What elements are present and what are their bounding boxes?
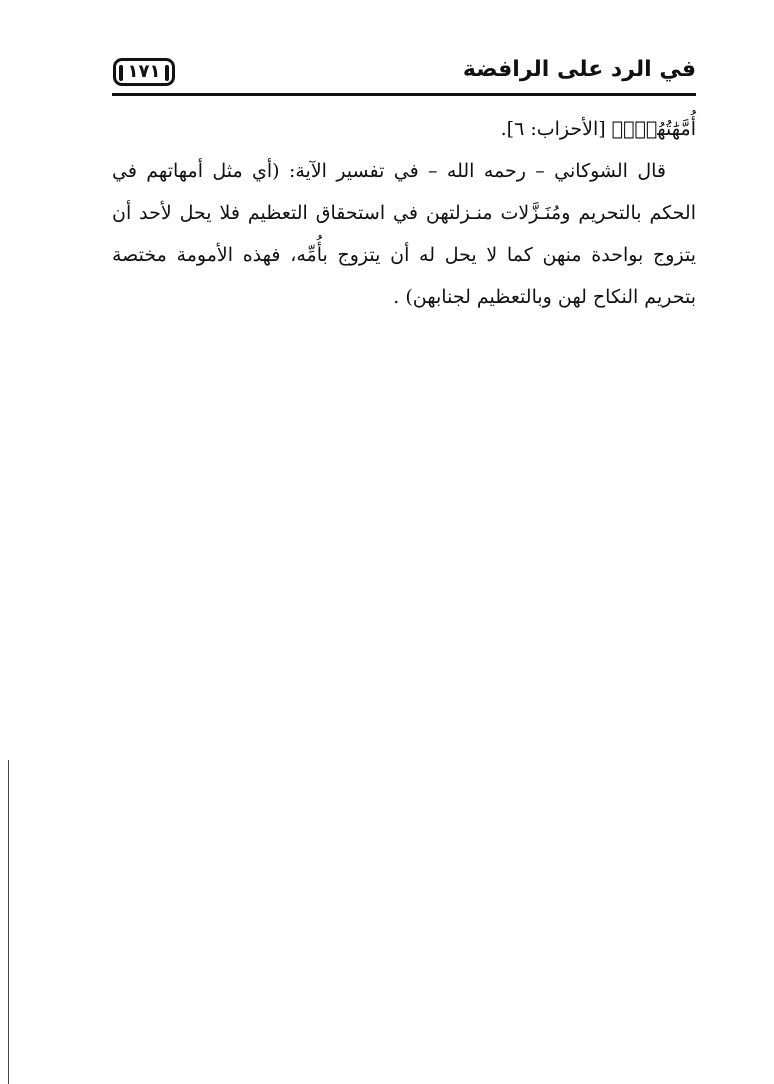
page-number: ١٧١ <box>113 58 175 86</box>
quran-citation-line: أُمَّهَٰتُهُمۡۗ﴾ [الأحزاب: ٦]. <box>500 118 696 140</box>
scan-edge-line <box>8 760 9 1084</box>
header-divider <box>112 93 696 96</box>
page-body <box>112 108 696 318</box>
running-header-title: في الرد على الرافضة <box>462 57 696 82</box>
shawkani-quote-paragraph: قال الشوكاني – رحمه الله – في تفسير الآية: (أي مثل أمهاتهم في الحكم بالتحريم ومُنَـزَّلات منـزلتهن في استحقاق التعظيم فلا يحل لأحد أن يتزوج بواحدة منهن كما لا يحل له أن يتزوج بأُمِّه، فهذه الأمومة مختصة بتحريم النكاح لهن وبالتعظيم لجنابهن) . <box>112 160 696 308</box>
